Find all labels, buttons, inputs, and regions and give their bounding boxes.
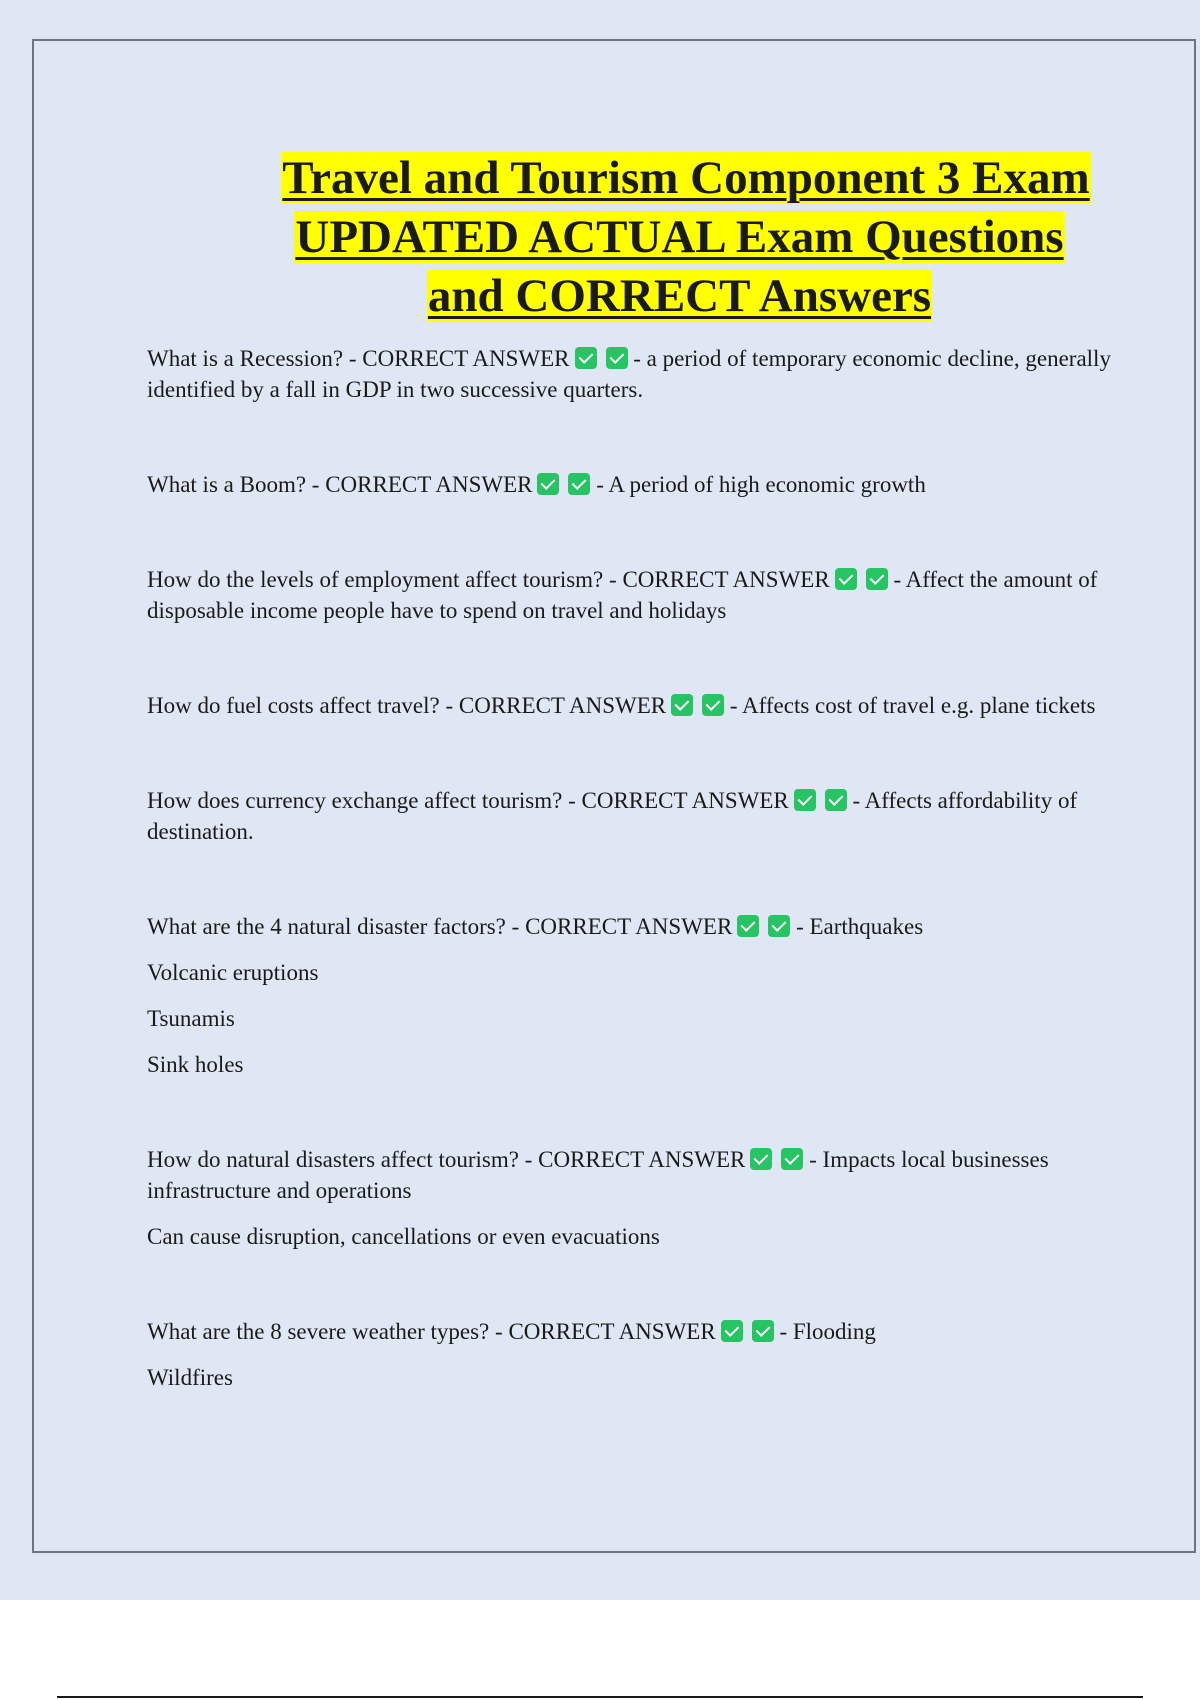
answer-marker: CORRECT ANSWER xyxy=(581,788,789,813)
qa-main-line: How do fuel costs affect travel? - CORRECT ANSWER - Affects cost of travel e.g. plane tickets xyxy=(147,693,1096,718)
page-break-rule xyxy=(57,1696,1143,1698)
check-box-icon xyxy=(537,473,559,495)
answer-extra-line: Volcanic eruptions xyxy=(147,960,319,985)
qa-item xyxy=(147,690,1122,721)
question-text: What are the 8 severe weather types? xyxy=(147,1319,490,1344)
check-box-icon xyxy=(752,1320,774,1342)
answer-text: A period of high economic growth xyxy=(608,472,926,497)
title-line xyxy=(174,149,1198,208)
check-box-icon xyxy=(702,694,724,716)
question-text: How do the levels of employment affect tourism? xyxy=(147,567,604,592)
check-box-icon xyxy=(781,1148,803,1170)
check-box-icon xyxy=(835,568,857,590)
answer-marker: CORRECT ANSWER xyxy=(508,1319,716,1344)
answer-text: a period of temporary economic decline, generally identified by a fall in GDP in two successive quarters. xyxy=(147,346,1111,402)
qa-item xyxy=(147,343,1122,405)
title-line-text: and CORRECT Answers xyxy=(427,270,932,322)
check-box-icon xyxy=(825,789,847,811)
question-text: How do fuel costs affect travel? xyxy=(147,693,440,718)
answer-marker: CORRECT ANSWER xyxy=(525,914,733,939)
check-box-icon xyxy=(794,789,816,811)
document-frame xyxy=(32,39,1196,1553)
answer-text: Earthquakes xyxy=(809,914,924,939)
qa-item xyxy=(147,1144,1122,1252)
answer-marker: CORRECT ANSWER xyxy=(622,567,830,592)
qa-item xyxy=(147,564,1122,626)
title-line xyxy=(161,208,1198,267)
answer-extra-line: Can cause disruption, cancellations or even evacuations xyxy=(147,1224,660,1249)
qa-item xyxy=(147,911,1122,1080)
qa-main-line: What are the 4 natural disaster factors? - CORRECT ANSWER - Earthquakes xyxy=(147,914,924,939)
title-line xyxy=(161,267,1198,326)
check-box-icon xyxy=(721,1320,743,1342)
answer-extra-line: Wildfires xyxy=(147,1365,233,1390)
document-title xyxy=(34,149,1198,326)
question-text: What are the 4 natural disaster factors? xyxy=(147,914,506,939)
qa-main-line: How do the levels of employment affect tourism? - CORRECT ANSWER - Affect the amount of disposable income people have to spend on travel and holidays xyxy=(147,567,1098,623)
check-box-icon xyxy=(568,473,590,495)
qa-item xyxy=(147,785,1122,847)
answer-extra-line: Sink holes xyxy=(147,1052,244,1077)
answer-text: Impacts local businesses infrastructure and operations xyxy=(147,1147,1049,1203)
title-line-text: Travel and Tourism Component 3 Exam xyxy=(282,152,1090,204)
question-text: What is a Boom? xyxy=(147,472,307,497)
qa-main-line: What is a Recession? - CORRECT ANSWER - a period of temporary economic decline, generally identified by a fall in GDP in two successive quarters. xyxy=(147,346,1111,402)
question-text: How do natural disasters affect tourism? xyxy=(147,1147,519,1172)
question-answer-list xyxy=(147,343,1122,1457)
check-box-icon xyxy=(671,694,693,716)
qa-item xyxy=(147,1316,1122,1393)
qa-main-line: What is a Boom? - CORRECT ANSWER - A period of high economic growth xyxy=(147,472,926,497)
qa-item xyxy=(147,469,1122,500)
check-box-icon xyxy=(575,347,597,369)
check-box-icon xyxy=(768,915,790,937)
title-line-text: UPDATED ACTUAL Exam Questions xyxy=(295,211,1064,263)
question-text: What is a Recession? xyxy=(147,346,344,371)
answer-extra-line: Tsunamis xyxy=(147,1006,235,1031)
qa-main-line: What are the 8 severe weather types? - CORRECT ANSWER - Flooding xyxy=(147,1319,876,1344)
qa-main-line: How does currency exchange affect tourism? - CORRECT ANSWER - Affects affordability of destination. xyxy=(147,788,1078,844)
answer-text: Affects cost of travel e.g. plane tickets xyxy=(742,693,1096,718)
answer-marker: CORRECT ANSWER xyxy=(458,693,667,718)
check-box-icon xyxy=(866,568,888,590)
answer-marker: CORRECT ANSWER xyxy=(325,472,533,497)
answer-marker: CORRECT ANSWER xyxy=(538,1147,746,1172)
answer-text: Flooding xyxy=(792,1319,876,1344)
qa-main-line: How do natural disasters affect tourism? - CORRECT ANSWER - Impacts local businesses infrastructure and operations xyxy=(147,1147,1049,1203)
check-box-icon xyxy=(737,915,759,937)
answer-marker: CORRECT ANSWER xyxy=(362,346,570,371)
check-box-icon xyxy=(750,1148,772,1170)
question-text: How does currency exchange affect tourism? xyxy=(147,788,563,813)
answer-text: Affects affordability of destination. xyxy=(147,788,1078,844)
answer-text: Affect the amount of disposable income people have to spend on travel and holidays xyxy=(147,567,1098,623)
check-box-icon xyxy=(606,347,628,369)
